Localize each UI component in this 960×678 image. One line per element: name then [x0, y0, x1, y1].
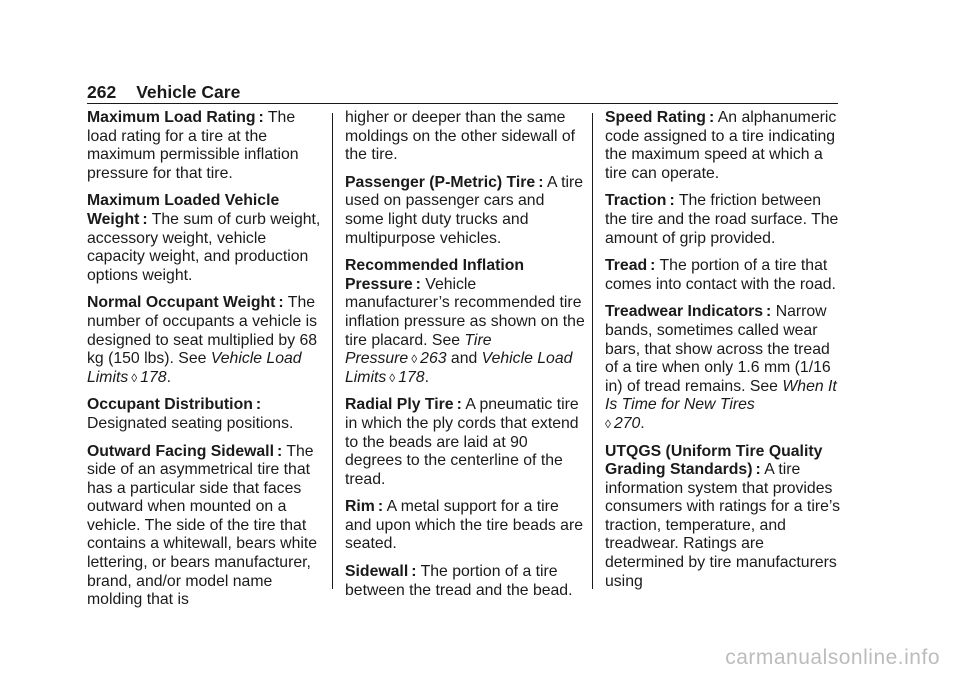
entry-term: Treadwear Indicators — [605, 303, 764, 321]
entry-text: The friction between the tire and the road surface. The amount of grip provided. — [605, 192, 839, 247]
glossary-entry: UTQGS (Uniform Tire Quality Grading Standards) : A tire information system that provides consumers with ratings for a tire’s traction, temperature, and treadwear. Ratings are determined by tire manufacturers using — [605, 442, 840, 590]
cross-reference-link[interactable]: Tire Pressure — [345, 331, 492, 368]
header-rule — [87, 103, 838, 104]
page-ref-icon: ◊ — [131, 370, 138, 385]
entry-term: Radial Ply Tire — [345, 396, 454, 414]
cross-reference-page[interactable]: 263 — [420, 350, 447, 368]
glossary-entry: Recommended Inflation Pressure : Vehicle manufacturer’s recommended tire inflation pressure as shown on the tire placard. See Tire Pressure ◊ 263 and Vehicle Load Limits ◊ 178. — [345, 257, 585, 386]
entry-term: Outward Facing Sidewall — [87, 442, 274, 460]
entry-text: The number of occupants a vehicle is designed to seat multiplied by 68 kg (150 lbs). See — [87, 294, 318, 368]
page-number: 262 — [87, 82, 117, 102]
entry-text: A tire used on passenger cars and some light duty trucks and multipurpose vehicles. — [345, 173, 584, 247]
glossary-entry: Maximum Loaded Vehicle Weight : The sum of curb weight, accessory weight, vehicle capacity weight, and production options weight. — [87, 192, 321, 284]
section-title: Vehicle Care — [136, 82, 241, 102]
entry-term: UTQGS (Uniform Tire Quality Grading Standards) — [605, 442, 823, 479]
entry-punct: . — [166, 368, 171, 386]
cross-reference-page[interactable]: 178 — [398, 368, 425, 386]
glossary-entry: Treadwear Indicators : Narrow bands, sometimes called wear bars, that show across the tread of a tire when only 1.6 mm (1/16 in) of tread remains. See When It Is Time for New Tires ◊ 270. — [605, 303, 837, 432]
glossary-entry-continued — [345, 109, 585, 165]
glossary-entry: Rim : A metal support for a tire and upon which the tire beads are seated. — [345, 498, 583, 553]
column-divider-1 — [332, 113, 333, 589]
glossary-entry: Outward Facing Sidewall : The side of an asymmetrical tire that has a particular side that faces outward when mounted on a vehicle. The side of the tire that contains a whitewall, bears white lettering, or bears manufacturer, brand, and/or model name molding that is — [87, 442, 318, 609]
entry-term: Maximum Loaded Vehicle Weight — [87, 192, 280, 228]
glossary-entry: Occupant Distribution : Designated seating positions. — [87, 396, 294, 432]
entry-term: Occupant Distribution — [87, 396, 253, 414]
entry-term: Sidewall — [345, 563, 409, 581]
page-ref-icon: ◊ — [389, 370, 396, 385]
page-ref-icon: ◊ — [411, 352, 418, 367]
glossary-entry: Tread : The portion of a tire that comes into contact with the road. — [605, 257, 836, 293]
glossary-entry: Sidewall : The portion of a tire between the tread and the bead. — [345, 563, 573, 599]
page-header — [87, 81, 240, 103]
glossary-entry: Radial Ply Tire : A pneumatic tire in which the ply cords that extend to the beads are laid at 90 degrees to the centerline of the tread. — [345, 396, 579, 488]
cross-reference-page[interactable]: 178 — [140, 368, 167, 386]
column-3 — [605, 109, 840, 600]
page-ref-icon: ◊ — [605, 416, 611, 431]
cross-reference-page[interactable]: 270 — [613, 414, 641, 432]
entry-term: Passenger (P-Metric) Tire — [345, 173, 536, 191]
watermark: carmanualsonline.info — [725, 646, 940, 669]
cross-reference-link[interactable]: When It Is Time for New Tires — [605, 377, 837, 414]
entry-text: A metal support for a tire and upon which the tire beads are seated. — [345, 498, 583, 553]
column-2 — [345, 109, 585, 609]
entry-text: A tire information system that provides consumers with ratings for a tire’s traction, temperature, and treadwear. Ratings are determined by tire manufacturers using — [605, 461, 840, 590]
glossary-entry: Passenger (P-Metric) Tire : A tire used on passenger cars and some light duty trucks and multipurpose vehicles. — [345, 173, 584, 247]
column-divider-2 — [592, 113, 593, 589]
glossary-entry: Maximum Load Rating : The load rating for a tire at the maximum permissible inflation pressure for that tire. — [87, 109, 299, 182]
entry-term: Maximum Load Rating — [87, 109, 256, 126]
entry-text: The sum of curb weight, accessory weight, vehicle capacity weight, and production options weight. — [87, 210, 321, 284]
entry-text: higher or deeper than the same moldings on the other sidewall of the tire. — [345, 109, 576, 164]
entry-term: Tread — [605, 257, 648, 275]
entry-punct: . — [640, 414, 645, 432]
cross-reference-link[interactable]: Vehicle Load Limits — [345, 350, 573, 386]
glossary-entry: Speed Rating : An alphanumeric code assigned to a tire indicating the maximum speed at which a tire can operate. — [605, 109, 837, 182]
entry-term: Recommended Inflation Pressure — [345, 257, 525, 293]
entry-term: Speed Rating — [605, 109, 706, 126]
column-1 — [87, 109, 325, 619]
entry-text: Designated seating positions. — [87, 414, 294, 432]
entry-term: Rim — [345, 498, 375, 516]
entry-term: Normal Occupant Weight — [87, 294, 276, 312]
entry-text-mid: and — [450, 350, 478, 368]
entry-text: An alphanumeric code assigned to a tire indicating the maximum speed at which a tire can operate. — [605, 109, 837, 182]
glossary-entry: Traction : The friction between the tire and the road surface. The amount of grip provided. — [605, 192, 839, 247]
entry-text: A pneumatic tire in which the ply cords that extend to the beads are laid at 90 degrees to the centerline of the tread. — [345, 396, 579, 488]
glossary-entry: Normal Occupant Weight : The number of occupants a vehicle is designed to seat multiplied by 68 kg (150 lbs). See Vehicle Load Limits ◊ 178. — [87, 294, 318, 386]
entry-text: The load rating for a tire at the maximum permissible inflation pressure for that tire. — [87, 109, 299, 182]
cross-reference-link[interactable]: Vehicle Load Limits — [87, 350, 302, 386]
entry-text: The side of an asymmetrical tire that has a particular side that faces outward when mounted on a vehicle. The side of the tire that contains a whitewall, bears white lettering, or bears manufacturer, brand, and/or model name molding that is — [87, 442, 318, 609]
entry-text: The portion of a tire that comes into contact with the road. — [605, 257, 836, 293]
entry-text: Vehicle manufacturer’s recommended tire inflation pressure as shown on the tire placard. See — [345, 275, 585, 349]
entry-term: Traction — [605, 192, 667, 210]
entry-text: Narrow bands, sometimes called wear bars, that show across the tread of a tire when only 1.6 mm (1/16 in) of tread remains. See — [605, 303, 831, 395]
entry-text: The portion of a tire between the tread and the bead. — [345, 563, 573, 599]
entry-punct: . — [424, 368, 429, 386]
